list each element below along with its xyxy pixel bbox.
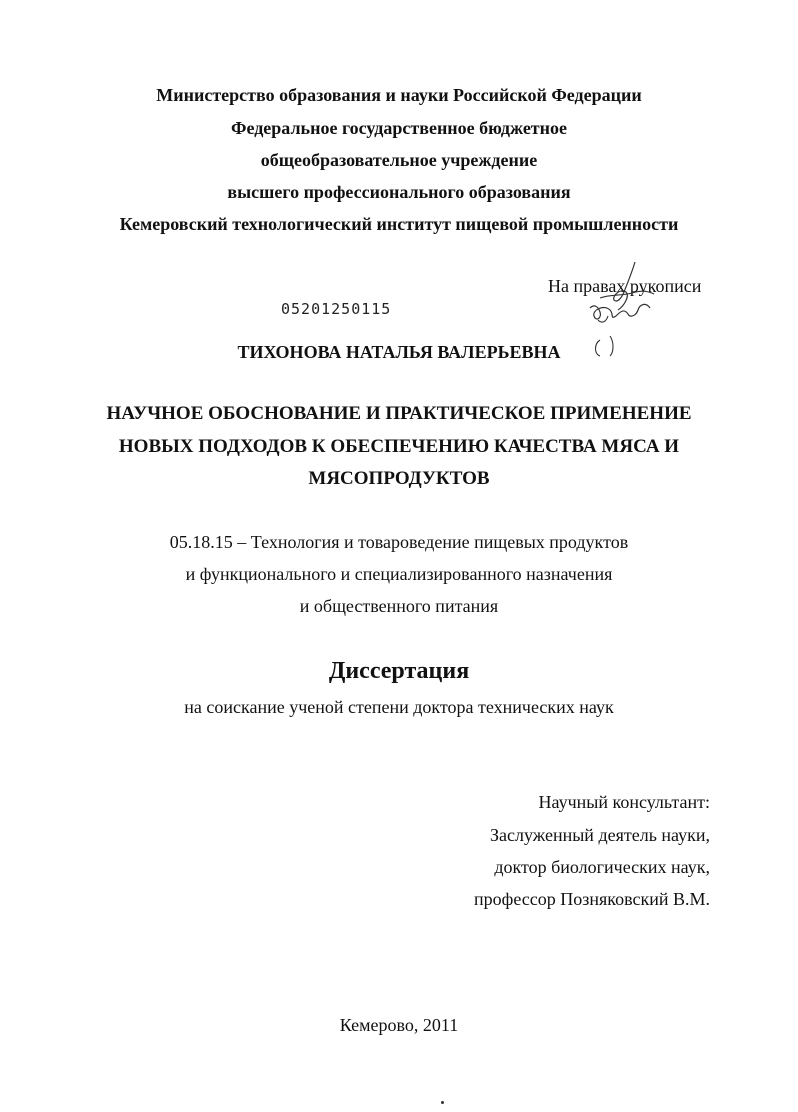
specialty-line-2: и функционального и специализированного назначения — [185, 564, 613, 584]
institute-name: Кемеровский технологический институт пищевой промышленности — [119, 214, 679, 234]
dissertation-title-line-1: НАУЧНОЕ ОБОСНОВАНИЕ И ПРАКТИЧЕСКОЕ ПРИМЕНЕНИЕ — [106, 403, 692, 424]
document-type: Диссертация — [328, 658, 470, 684]
education-level: высшего профессионального образования — [227, 182, 571, 202]
city-year: Кемерово, 2011 — [339, 1015, 459, 1035]
degree-sought: на соискание ученой степени доктора технических наук — [184, 697, 614, 717]
dissertation-title-line-2: НОВЫХ ПОДХОДОВ К ОБЕСПЕЧЕНИЮ КАЧЕСТВА МЯСА И — [118, 436, 680, 457]
consultant-name: профессор Позняковский В.М. — [474, 889, 710, 909]
institution-type: Федеральное государственное бюджетное — [230, 118, 568, 138]
manuscript-rights-note: На правах рукописи — [548, 276, 702, 296]
specialty-line-1: 05.18.15 – Технология и товароведение пищевых продуктов — [169, 532, 629, 552]
scan-speck — [441, 1101, 444, 1104]
author-name: ТИХОНОВА НАТАЛЬЯ ВАЛЕРЬЕВНА — [237, 342, 561, 362]
consultant-honor: Заслуженный деятель науки, — [490, 825, 710, 845]
institution-category: общеобразовательное учреждение — [260, 150, 538, 170]
dissertation-title-line-3: МЯСОПРОДУКТОВ — [308, 468, 490, 489]
consultant-degree: доктор биологических наук, — [494, 857, 710, 877]
archive-code: 05201250115 — [281, 300, 392, 318]
consultant-label: Научный консультант: — [538, 792, 710, 812]
specialty-line-3: и общественного питания — [299, 596, 499, 616]
ministry-name: Министерство образования и науки Российской Федерации — [156, 85, 642, 105]
